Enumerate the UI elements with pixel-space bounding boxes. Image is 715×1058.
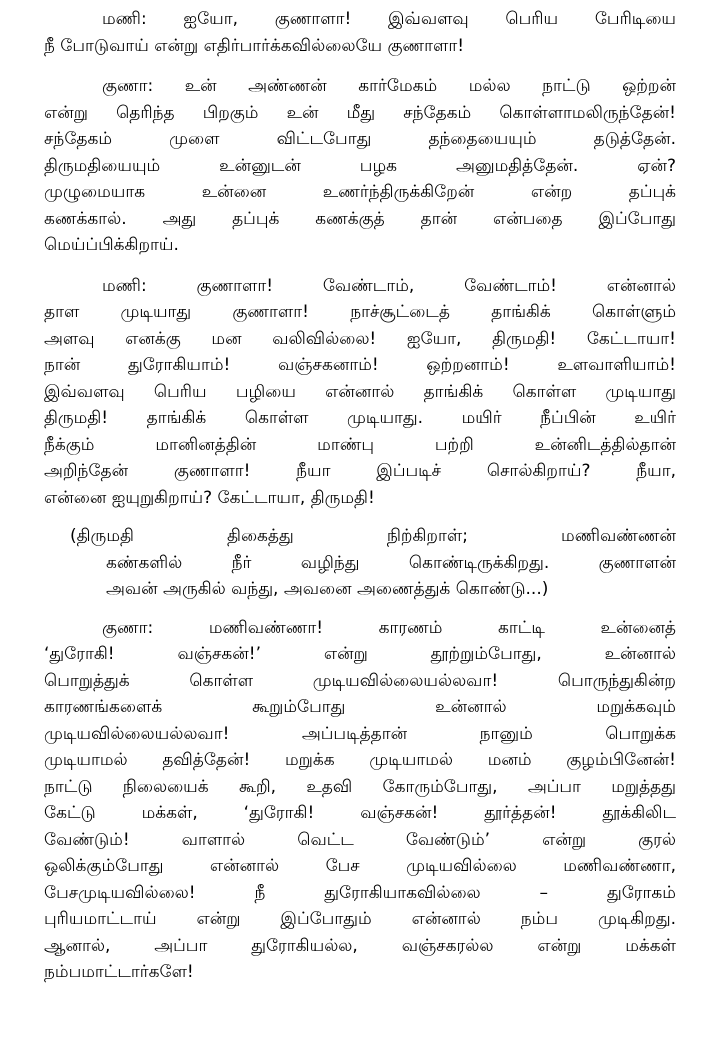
text-line: குணா: மணிவண்ணா! காரணம் காட்டி உன்னைத் (102, 617, 676, 638)
text-line: ஆனால், அப்பா துரோகியல்ல, வஞ்சகரல்ல என்று மக்கள் (44, 935, 676, 956)
text-line: என்று தெரிந்த பிறகும் உன் மீது சந்தேகம் கொள்ளாமலிருந்தேன்! (44, 102, 676, 123)
text-line: கணக்கால். அது தப்புக் கணக்குத் தான் என்பதை இப்போது (44, 208, 676, 229)
dialogue-paragraph (44, 6, 676, 59)
text-line: நீ போடுவாய் என்று எதிர்பார்க்கவில்லையே குணாளா! (44, 35, 465, 56)
dialogue-paragraph (44, 615, 676, 986)
text-line: பொறுத்துக் கொள்ள முடியவில்லையல்லவா! பொருந்துகின்ற (44, 670, 676, 691)
text-line: கேட்டு மக்கள், ‘துரோகி! வஞ்சகன்! தூர்த்தன்! தூக்கிலிட (44, 803, 676, 823)
text-line: என்னை ஐயுறுகிறாய்? கேட்டாயா, திருமதி! (44, 487, 375, 508)
text-line: ‘துரோகி! வஞ்சகன்!’ என்று தூற்றும்போது, உன்னால் (44, 644, 676, 664)
text-line: முடியாமல் தவித்தேன்! மறுக்க முடியாமல் மனம் குழம்பினேன்! (44, 750, 676, 770)
book-page (44, 6, 676, 986)
text-line: மெய்ப்பிக்கிறாய். (44, 235, 179, 255)
text-line: இவ்வளவு பெரிய பழியை என்னால் தாங்கிக் கொள்ள முடியாது (44, 381, 676, 402)
text-line: நான் துரோகியாம்! வஞ்சகனாம்! ஒற்றனாம்! உளவாளியாம்! (44, 355, 676, 375)
text-line: திருமதி! தாங்கிக் கொள்ள முடியாது. மயிர் நீப்பின் உயிர் (44, 408, 676, 428)
text-line: முடியவில்லையல்லவா! அப்படித்தான் நானும் பொறுக்க (44, 723, 676, 744)
text-line: முழுமையாக உன்னை உணர்ந்திருக்கிறேன் என்ற தப்புக் (44, 182, 676, 202)
text-line: தாள முடியாது குணாளா! நாச்சூட்டைத் தாங்கிக் கொள்ளும் (44, 302, 676, 322)
dialogue-paragraph (44, 273, 676, 512)
text-line: ஒலிக்கும்போது என்னால் பேச முடியவில்லை மணிவண்ணா, (44, 856, 676, 876)
text-line: அறிந்தேன் குணாளா! நீயா இப்படிச் சொல்கிறாய்? நீயா, (44, 461, 676, 481)
text-line: காரணங்களைக் கூறும்போது உன்னால் மறுக்கவும் (44, 697, 676, 717)
text-line: நாட்டு நிலையைக் கூறி, உதவி கோரும்போது, அப்பா மறுத்தது (44, 776, 676, 797)
text-line: அளவு எனக்கு மன வலிவில்லை! ஐயோ, திருமதி! கேட்டாயா! (44, 328, 676, 349)
text-line: பேசமுடியவில்லை! நீ துரோகியாகவில்லை – துரோகம் (44, 882, 676, 903)
text-line: வேண்டும்! வாளால் வெட்ட வேண்டும்’ என்று குரல் (44, 829, 676, 850)
text-line: மணி: ஐயோ, குணாளா! இவ்வளவு பெரிய பேரிடியை (102, 9, 676, 29)
text-line: திருமதியையும் உன்னுடன் பழக அனுமதித்தேன். ஏன்? (44, 155, 676, 176)
text-line: நீக்கும் மானினத்தின் மாண்பு பற்றி உன்னிடத்தில்தான் (44, 434, 676, 455)
text-line: குணா: உன் அண்ணன் கார்மேகம் மல்ல நாட்டு ஒற்றன் (102, 76, 676, 96)
text-line: புரியமாட்டாய் என்று இப்போதும் என்னால் நம்ப முடிகிறது. (44, 909, 676, 929)
stage-direction (44, 523, 676, 603)
dialogue-paragraph (44, 73, 676, 259)
text-line: (திருமதி திகைத்து நிற்கிறாள்; மணிவண்ணன் (70, 526, 676, 546)
text-line: அவன் அருகில் வந்து, அவனை அணைத்துக் கொண்டு...) (106, 579, 549, 599)
text-line: கண்களில் நீர் வழிந்து கொண்டிருக்கிறது. குணாளன் (106, 552, 676, 573)
text-line: மணி: குணாளா! வேண்டாம், வேண்டாம்! என்னால் (102, 275, 676, 296)
text-line: நம்பமாட்டார்களே! (44, 962, 194, 982)
text-line: சந்தேகம் முளை விட்டபோது தந்தையையும் தடுத்தேன். (44, 129, 676, 149)
